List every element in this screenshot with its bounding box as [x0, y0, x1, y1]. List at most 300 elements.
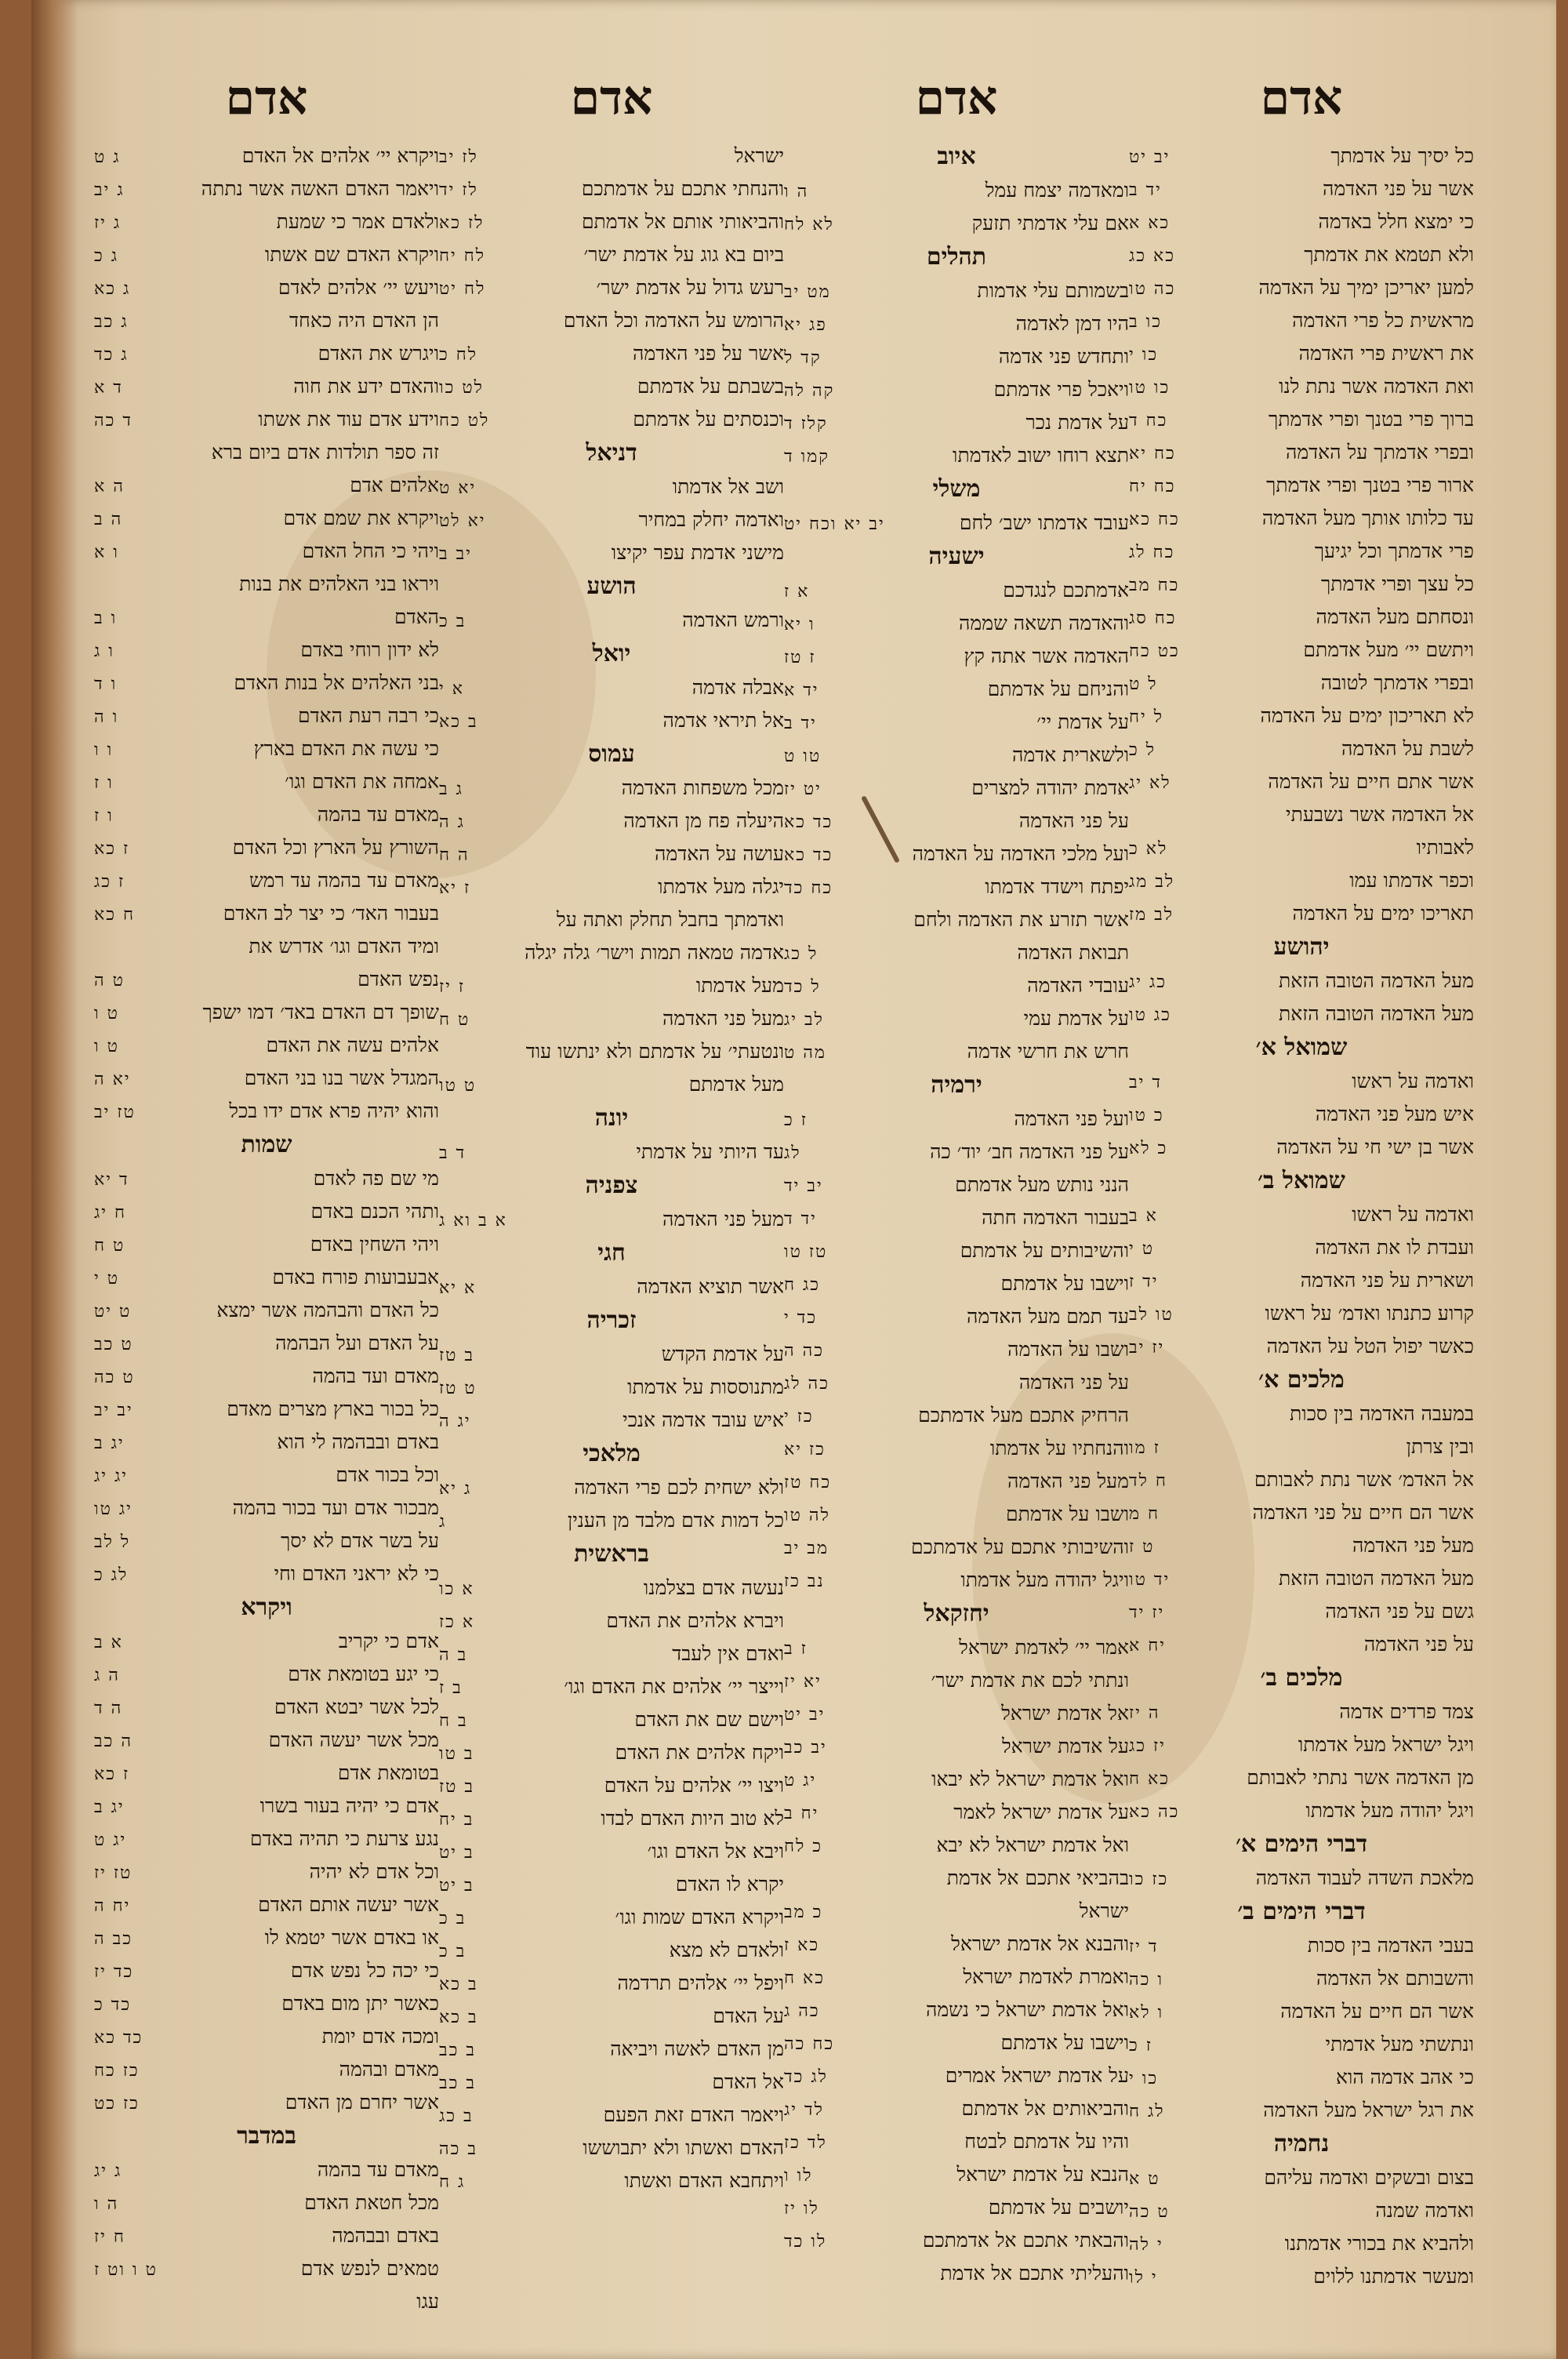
- concordance-entry: [1129, 1098, 1474, 1131]
- verse-reference: כא ז: [784, 1936, 820, 1955]
- entry-text: ויגל יהודה מעל אדמתו: [1305, 1799, 1474, 1822]
- concordance-entry: [784, 1300, 1129, 1333]
- entry-text: על בשר אדם לא יסך: [280, 1529, 439, 1552]
- verse-reference: לט כח: [439, 411, 490, 431]
- entry-text: לכל אשר יבטא האדם: [274, 1696, 439, 1718]
- entry-text: ותחדש פני אדמה: [998, 345, 1129, 368]
- entry-text: והאדמה תשאה שממה: [959, 612, 1129, 634]
- verse-reference: טז יב: [94, 1103, 136, 1122]
- concordance-entry: [439, 671, 784, 704]
- entry-text: ובפרי אדמתך לטובה: [1320, 671, 1474, 694]
- entry-text: ולא תטמא את אדמתך: [1304, 243, 1474, 266]
- entry-text: עד תמם מעל האדמה: [967, 1305, 1129, 1328]
- concordance-entry: [784, 2191, 1129, 2224]
- concordance-entry: [94, 1095, 439, 1128]
- verse-reference: לט כו: [439, 378, 484, 398]
- concordance-entry: [784, 1366, 1129, 1399]
- verse-reference: כ טו: [1129, 1106, 1164, 1125]
- concordance-entry: [784, 1136, 1129, 1169]
- entry-text: אשר בן ישי חי על האדמה: [1276, 1136, 1474, 1158]
- verse-reference: כו ב: [1129, 312, 1162, 332]
- verse-reference: ז כ: [784, 1110, 808, 1130]
- concordance-entry: [784, 969, 1129, 1002]
- verse-reference: כא ח: [784, 1968, 825, 1988]
- concordance-entry: [784, 1035, 1129, 1068]
- entry-text: ויקרא יי׳ אלהים אל האדם: [241, 144, 439, 167]
- entry-text: כי לא יראני האדם וחי: [274, 1562, 439, 1585]
- verse-reference: כט כח: [1129, 642, 1180, 661]
- concordance-entry: [94, 1558, 439, 1590]
- verse-reference: ג ה: [439, 812, 465, 832]
- verse-reference: ג יז: [94, 213, 122, 233]
- entry-text: עושה על האדמה: [655, 842, 784, 865]
- entry-text: הן האדם היה כאחד: [289, 309, 439, 332]
- concordance-entry: [439, 271, 784, 304]
- entry-text: אם עלי אדמתי תזעק: [971, 212, 1129, 234]
- entry-text: איש עובד אדמה אנכי: [622, 1408, 784, 1431]
- verse-reference: ט טז: [439, 1379, 477, 1398]
- concordance-entry: [1129, 798, 1474, 831]
- verse-reference: כה כא: [1129, 1802, 1180, 1822]
- concordance-entry: [784, 1829, 1129, 1862]
- entry-text: ועל פני האדמה: [1014, 1107, 1129, 1130]
- entry-text: תצא רוחו ישוב לאדמתו: [953, 444, 1129, 467]
- concordance-entry: [94, 1724, 439, 1757]
- verse-reference: א ב: [1129, 1206, 1158, 1226]
- entry-text: ויאמר האדם זאת הפעם: [603, 2103, 784, 2126]
- concordance-entry: [1129, 1065, 1474, 1098]
- concordance-entry: [1129, 1862, 1474, 1895]
- verse-reference: לב יג: [784, 1010, 824, 1030]
- verse-reference: יד ב: [1129, 180, 1162, 200]
- entry-text: אשר יחרם מן האדם: [285, 2091, 439, 2114]
- verse-reference: ב ח: [439, 1711, 468, 1731]
- verse-reference: לח יח: [439, 246, 486, 266]
- concordance-entry: [94, 996, 439, 1029]
- catchword: [94, 2285, 439, 2318]
- concordance-entry: [439, 903, 784, 936]
- entry-text: שופך דם האדם באד׳ דמו ישפך: [202, 1001, 439, 1023]
- verse-reference: ז טז: [784, 648, 816, 667]
- concordance-entry: [94, 831, 439, 864]
- concordance-entry: [94, 1492, 439, 1525]
- concordance-entry: [1129, 1231, 1474, 1264]
- entry-text: אבעבועות פורח באדם: [272, 1266, 439, 1289]
- concordance-entry: [94, 2219, 439, 2252]
- entry-text: ומאדמה יצמח עמל: [985, 179, 1129, 202]
- verse-reference: כח כא: [1129, 510, 1180, 529]
- entry-text: ואל אדמת ישראל כי נשמה: [925, 1998, 1129, 2021]
- concordance-entry: [94, 205, 439, 238]
- concordance-entry: [784, 340, 1129, 373]
- verse-reference: כ מב: [784, 1903, 823, 1922]
- concordance-entry: [94, 1294, 439, 1327]
- concordance-entry: [439, 1471, 784, 1504]
- verse-reference: ה ב: [94, 510, 123, 529]
- concordance-entry: [1129, 1696, 1474, 1728]
- concordance-entry: [439, 1504, 784, 1537]
- concordance-entry: [784, 1201, 1129, 1234]
- verse-reference: ג כב: [94, 312, 129, 332]
- verse-reference: ד א: [94, 378, 123, 398]
- verse-reference: א י: [439, 679, 464, 699]
- entry-text: ורמש האדמה: [682, 609, 784, 631]
- verse-reference: כד כא: [784, 812, 833, 832]
- entry-text: מעל אדמתו: [695, 974, 784, 997]
- entry-text: אל האדמ׳ אשר נתת לאבותם: [1254, 1468, 1474, 1491]
- verse-reference: יב יד: [784, 1176, 823, 1196]
- concordance-entry: [784, 174, 1129, 207]
- verse-reference: יד ד: [784, 1209, 817, 1229]
- entry-list: [439, 140, 784, 2197]
- verse-reference: ג כ: [94, 246, 119, 266]
- entry-text: עד היותי על אדמתי: [636, 1140, 784, 1163]
- concordance-entry: [784, 507, 1129, 540]
- entry-text: מאדם עד בהמה עד רמש: [249, 869, 439, 892]
- concordance-entry: [439, 969, 784, 1002]
- entry-text: ויראו בני האלהים את בנות: [239, 572, 439, 595]
- entry-text: אשר הם חיים על פני האדמה: [1252, 1501, 1474, 1524]
- concordance-entry: [1129, 667, 1474, 700]
- entry-text: יפתח וישדד אדמתו: [985, 875, 1129, 898]
- verse-reference: א ז: [784, 582, 810, 602]
- entry-text: אשר יעשה אותם האדם: [258, 1893, 439, 1916]
- verse-reference: לא יג: [1129, 773, 1171, 793]
- concordance-entry: [439, 2165, 784, 2197]
- book-heading: דניאל: [586, 439, 637, 467]
- concordance-entry: [1129, 1131, 1474, 1164]
- concordance-entry: [1129, 140, 1474, 173]
- entry-text: והנחתיו על אדמתו: [989, 1437, 1129, 1459]
- concordance-entry: [94, 2252, 439, 2285]
- concordance-entry: [94, 173, 439, 205]
- verse-reference: ט ו: [94, 1004, 119, 1023]
- entry-text: לאבותיו: [1416, 836, 1474, 859]
- entry-text: ולא ישחית לכם פרי האדמה: [574, 1476, 784, 1499]
- verse-reference: טז יז: [94, 1863, 132, 1883]
- entry-text: כל דמות אדם מלבד מן הענין: [567, 1509, 784, 1532]
- verse-reference: ט ח: [94, 1236, 125, 1256]
- entry-text: ישראל: [734, 144, 784, 167]
- entry-text: בצום ובשקים ואדמה עליהם: [1264, 2166, 1474, 2189]
- concordance-entry: [439, 173, 784, 205]
- concordance-entry: [784, 2158, 1129, 2191]
- concordance-entry: [1129, 1430, 1474, 1463]
- entry-text: ויתחבא האדם ואשתו: [624, 2169, 784, 2192]
- concordance-entry: [1129, 732, 1474, 765]
- concordance-column-4: [94, 63, 439, 2318]
- entry-text: ונתשתי מעל אדמתי: [1325, 2033, 1474, 2055]
- verse-reference: מט יב: [784, 282, 831, 302]
- book-heading: במדבר: [237, 2122, 296, 2150]
- entry-text: אל האדמה אשר נשבעתי: [1286, 803, 1474, 826]
- verse-reference: לג ח: [1129, 2102, 1165, 2121]
- verse-reference: כח לג: [1129, 543, 1175, 562]
- verse-reference: יב יא וכח יט: [784, 514, 885, 534]
- concordance-entry: [1129, 2194, 1474, 2227]
- verse-reference: ט ז: [1129, 1537, 1155, 1557]
- concordance-entry: [94, 667, 439, 700]
- entry-text: והעליתי אתכם אל אדמת: [940, 2262, 1129, 2284]
- verse-reference: ו ה: [94, 707, 119, 727]
- concordance-column-3: [439, 63, 784, 2197]
- verse-reference: יב יב: [94, 1401, 133, 1420]
- verse-reference: ה א: [94, 477, 125, 496]
- verse-reference: יז יד: [1129, 1603, 1165, 1623]
- entry-list: [1129, 140, 1474, 2293]
- concordance-entry: [1129, 1595, 1474, 1628]
- concordance-entry: [439, 2132, 784, 2165]
- concordance-entry: [784, 673, 1129, 706]
- verse-reference: טז טו: [784, 1242, 828, 1262]
- column-running-head: אדם: [1260, 71, 1343, 125]
- entry-text: לא ידון רוחי באדם: [300, 638, 439, 661]
- entry-text: ויבא אל האדם וגו׳: [647, 1840, 784, 1863]
- concordance-entry: [784, 1498, 1129, 1531]
- verse-reference: יח א: [1129, 1636, 1166, 1656]
- entry-text: צמד פרדים אדמה: [1339, 1700, 1474, 1723]
- entry-text: ואדמה על ראשו: [1352, 1070, 1474, 1092]
- concordance-entry: [439, 1736, 784, 1769]
- entry-text: והנחתי אתכם על אדמתכם: [581, 177, 784, 200]
- verse-reference: כ לח: [784, 1837, 823, 1856]
- entry-text: תאריכו ימים על האדמה: [1292, 902, 1474, 925]
- concordance-entry: [94, 535, 439, 568]
- concordance-entry: [784, 871, 1129, 903]
- entry-text: והיו על אדמתם לבטח: [964, 2130, 1129, 2153]
- verse-reference: יב יט: [1129, 147, 1171, 167]
- book-heading: ויקרא: [241, 1594, 292, 1621]
- concordance-entry: [784, 2224, 1129, 2257]
- concordance-entry: [1129, 1929, 1474, 1962]
- concordance-entry: [1129, 601, 1474, 634]
- verse-reference: לז יד: [439, 180, 478, 200]
- entry-text: ויצו יי׳ אלהים על האדם: [604, 1774, 784, 1797]
- concordance-entry: [784, 307, 1129, 340]
- concordance-entry: [1129, 1728, 1474, 1761]
- entry-text: ואמרת לאדמת ישראל: [963, 1965, 1129, 1988]
- entry-text: ויתשם יי׳ מעל אדמתם: [1303, 638, 1474, 661]
- concordance-entry: [94, 1525, 439, 1558]
- book-heading: נחמיה: [1273, 2130, 1330, 2157]
- entry-text: והביאותים אל אדמתם: [961, 2097, 1129, 2120]
- concordance-entry: [94, 140, 439, 173]
- entry-text: ושבו על אדמתם: [1006, 1503, 1129, 1525]
- verse-reference: יג ט: [784, 1771, 817, 1790]
- entry-text: נפש האדם: [358, 968, 439, 990]
- concordance-entry: [439, 805, 784, 838]
- verse-reference: ה יז: [1129, 1703, 1160, 1723]
- entry-text: מעל האדמה הטובה הזאת: [1278, 969, 1474, 992]
- entry-text: לא טוב היות האדם לבדו: [601, 1807, 784, 1830]
- verse-reference: ט י: [94, 1269, 120, 1289]
- entry-text: נגע צרעת כי תהיה באדם: [249, 1827, 439, 1850]
- entry-text: כל יסיך על אדמתך: [1330, 144, 1474, 167]
- entry-text: הרומש על האדמה וכל האדם: [563, 309, 784, 332]
- entry-text: ויעש יי׳ אלהים לאדם: [278, 276, 439, 299]
- concordance-entry: [439, 1670, 784, 1703]
- entry-text: אמחה את האדם וגו׳: [285, 770, 439, 793]
- verse-reference: ז כג: [94, 872, 125, 892]
- book-heading: ישעיה: [928, 543, 985, 570]
- entry-text: והאדם ידע את חוה: [293, 375, 439, 398]
- concordance-entry: [784, 1961, 1129, 1994]
- verse-reference: ל כ: [1129, 740, 1156, 760]
- entry-text: על פני האדמה: [1018, 809, 1129, 832]
- concordance-entry: [439, 1371, 784, 1404]
- verse-reference: א יא: [439, 1278, 477, 1298]
- entry-text: קרוע כתנתו ואדמ׳ על ראשו: [1265, 1302, 1474, 1325]
- entry-text: אדמה טמאה תמות וישר׳ גלה יגלה: [524, 941, 784, 964]
- verse-reference: כז כט: [94, 2094, 140, 2114]
- concordance-entry: [1129, 1562, 1474, 1595]
- entry-text: ויגל ישראל מעל אדמתו: [1298, 1733, 1474, 1756]
- concordance-entry: [94, 1459, 439, 1492]
- concordance-entry: [784, 640, 1129, 673]
- concordance-entry: [94, 1062, 439, 1095]
- entry-text: מלאכת השדה לעבוד האדמה: [1255, 1866, 1474, 1889]
- book-heading: בראשית: [574, 1540, 649, 1568]
- concordance-entry: [439, 1769, 784, 1802]
- concordance-entry: [94, 930, 439, 963]
- concordance-entry: [784, 1928, 1129, 1961]
- concordance-entry: [784, 1730, 1129, 1763]
- concordance-entry: [94, 798, 439, 831]
- verse-reference: יח ה: [94, 1896, 131, 1916]
- verse-reference: יז כג: [1129, 1736, 1166, 1756]
- verse-reference: ה ו: [784, 182, 809, 202]
- concordance-entry: [784, 1862, 1129, 1895]
- verse-reference: לז יב: [439, 147, 478, 167]
- verse-reference: ט ו: [94, 1037, 119, 1056]
- concordance-entry: [94, 765, 439, 798]
- verse-reference: ז כ: [1129, 2036, 1152, 2055]
- entry-text: מאדם ובהמה: [339, 2058, 439, 2081]
- entry-text: ונתתי לכם את אדמת ישר׳: [931, 1669, 1129, 1692]
- concordance-entry: [1129, 1794, 1474, 1827]
- verse-reference: לו יז: [784, 2199, 819, 2219]
- entry-text: וישם שם את האדם: [634, 1708, 784, 1731]
- concordance-entry: [94, 1790, 439, 1823]
- verse-reference: ט ה: [94, 971, 125, 990]
- entry-text: על אדמת ישראל אמרים: [945, 2064, 1129, 2087]
- verse-reference: ח כא: [94, 905, 135, 925]
- entry-text: ונטעתי׳ על אדמתם ולא ינתשו עוד: [525, 1040, 784, 1063]
- entry-text: היעלה פח מן האדמה: [623, 809, 784, 832]
- concordance-entry: [439, 403, 784, 436]
- entry-text: והשיבותי אתכם על אדמתכם: [911, 1536, 1129, 1558]
- entry-text: כאשר יפול הטל על האדמה: [1266, 1335, 1474, 1358]
- entry-text: ואדמה על ראשו: [1352, 1203, 1474, 1226]
- concordance-entry: [439, 1270, 784, 1303]
- concordance-entry: [784, 2092, 1129, 2125]
- entry-text: מעל אדמתם: [688, 1073, 784, 1096]
- concordance-entry: [94, 601, 439, 634]
- verse-reference: ל כג: [784, 944, 818, 964]
- verse-reference: ו ו: [94, 740, 114, 760]
- entry-text: ואדם אין לעבד: [672, 1642, 784, 1665]
- book-heading: שמואל א׳: [1255, 1034, 1348, 1061]
- concordance-entry: [439, 205, 784, 238]
- concordance-entry: [94, 1823, 439, 1856]
- verse-reference: ג ט: [94, 147, 121, 167]
- concordance-entry: [94, 304, 439, 337]
- verse-reference: ל כד: [784, 977, 821, 997]
- verse-reference: ה ד: [94, 1699, 123, 1718]
- verse-reference: קד ל: [784, 348, 822, 368]
- verse-reference: כח יא: [1129, 444, 1176, 463]
- verse-reference: ג יב: [94, 180, 125, 200]
- concordance-entry: [94, 2186, 439, 2219]
- verse-reference: יד טו: [1129, 1570, 1171, 1590]
- concordance-entry: [439, 2066, 784, 2099]
- verse-reference: כח מב: [1129, 576, 1180, 595]
- verse-reference: ט א: [1129, 2169, 1160, 2189]
- entry-text: כי אהב אדמה הוא: [1335, 2066, 1474, 2088]
- entry-text: ובין צרתן: [1406, 1435, 1474, 1458]
- entry-text: אשר הם חיים על האדמה: [1280, 2000, 1474, 2023]
- concordance-entry: [1129, 304, 1474, 337]
- entry-text: וישבו על אדמתם: [1000, 2031, 1129, 2054]
- entry-text: ישראל: [1079, 1899, 1129, 1922]
- verse-reference: ז ב: [784, 1639, 808, 1659]
- concordance-entry: [94, 1360, 439, 1393]
- verse-reference: כד י: [784, 1308, 818, 1328]
- entry-text: אלהים עשה את האדם: [266, 1034, 439, 1056]
- entry-text: על פני האדמה: [1363, 1633, 1474, 1656]
- verse-reference: ה ו: [94, 2194, 119, 2214]
- concordance-entry: [439, 471, 784, 503]
- entry-text: בהביאי אתכם אל אדמת: [946, 1866, 1129, 1889]
- concordance-entry: [784, 1531, 1129, 1564]
- entry-text: אל תיראי אדמה: [662, 709, 784, 732]
- entry-text: מתנוססות על אדמתו: [627, 1376, 784, 1398]
- entry-text: אשר על פני האדמה: [632, 342, 784, 365]
- concordance-entry: [1129, 1297, 1474, 1330]
- entry-text: מבכור אדם ועד בכור בהמה: [232, 1496, 439, 1519]
- verse-reference: ג: [439, 1512, 447, 1532]
- entry-text: באדם ובבהמה לי הוא: [277, 1430, 439, 1453]
- entry-text: מעל האדמה הטובה הזאת: [1278, 1567, 1474, 1590]
- entry-text: ומיד האדם וגו׳ אדרש את: [249, 935, 439, 958]
- verse-reference: ד כה: [94, 411, 132, 431]
- concordance-entry: [94, 337, 439, 370]
- concordance-entry: [1129, 965, 1474, 998]
- entry-text: בני האלהים אל בנות האדם: [234, 671, 439, 694]
- verse-reference: כז יא: [784, 1440, 826, 1459]
- book-heading: זכריה: [586, 1307, 637, 1334]
- concordance-entry: [1129, 173, 1474, 205]
- verse-reference: יא לט: [439, 511, 486, 531]
- entry-text: מעל האדמה הטובה הזאת: [1278, 1002, 1474, 1025]
- verse-reference: ד יז: [1129, 1937, 1159, 1957]
- verse-reference: טו ט: [784, 747, 822, 766]
- verse-reference: מב יב: [784, 1539, 829, 1558]
- entry-text: ומעשר אדמתנו ללוים: [1313, 2265, 1474, 2288]
- entry-text: על האדם ועל הבהמה: [275, 1332, 439, 1354]
- verse-reference: כז י: [784, 1407, 814, 1427]
- entry-text: היו דמן לאדמה: [1015, 312, 1129, 335]
- concordance-entry: [784, 2026, 1129, 2059]
- verse-reference: כה ג: [784, 2001, 820, 2021]
- book-heading: מלכים ב׳: [1260, 1664, 1343, 1692]
- entry-text: אבלה אדמה: [691, 676, 784, 699]
- concordance-entry: [94, 897, 439, 930]
- verse-reference: יא יז: [784, 1672, 822, 1692]
- concordance-entry: [1129, 1264, 1474, 1297]
- concordance-entry: [784, 406, 1129, 439]
- concordance-entry: [94, 1162, 439, 1195]
